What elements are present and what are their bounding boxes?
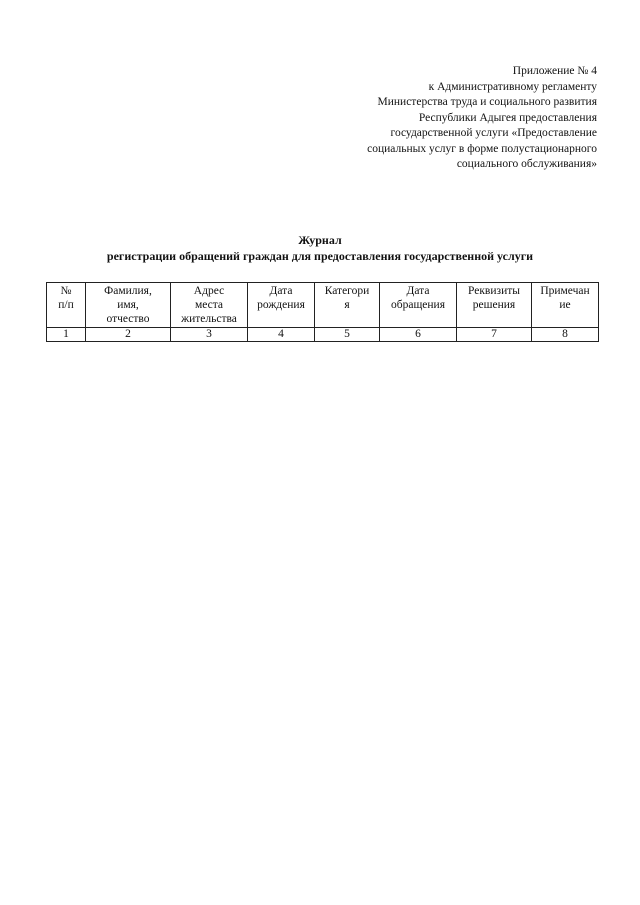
header-line: решения <box>472 299 516 311</box>
header-line: рождения <box>257 299 305 311</box>
column-header-decision-details <box>457 283 532 328</box>
header-line: Дата <box>406 285 430 297</box>
appendix-line: Республики Адыгея предоставления <box>418 111 597 124</box>
appendix-line: социальных услуг в форме полустационарного <box>367 142 597 155</box>
header-line: Примечан <box>540 285 590 297</box>
column-number: 1 <box>47 328 86 342</box>
header-line: ие <box>559 299 571 311</box>
header-line: п/п <box>58 299 74 311</box>
document-heading <box>0 232 640 264</box>
column-header-request-date <box>380 283 457 328</box>
journal-table <box>46 282 599 342</box>
column-number: 5 <box>315 328 380 342</box>
column-header-birth-date <box>248 283 315 328</box>
column-header-number <box>47 283 86 328</box>
column-header-category <box>315 283 380 328</box>
column-header-note <box>532 283 599 328</box>
header-line: я <box>344 299 350 311</box>
document-subtitle: регистрации обращений граждан для предоставления государственной услуги <box>106 249 534 263</box>
document-title: Журнал <box>298 233 342 247</box>
column-number: 8 <box>532 328 599 342</box>
header-line: № <box>60 285 72 297</box>
column-header-full-name <box>86 283 171 328</box>
appendix-line: к Административному регламенту <box>428 80 597 93</box>
header-line: имя, <box>117 299 139 311</box>
table-header-row <box>47 283 599 328</box>
header-line: места <box>194 299 224 311</box>
header-line: Реквизиты <box>468 285 520 297</box>
header-line: обращения <box>390 299 445 311</box>
column-number: 3 <box>171 328 248 342</box>
header-line: жительства <box>181 313 237 325</box>
appendix-note <box>277 64 597 173</box>
column-number: 6 <box>380 328 457 342</box>
header-line: Категори <box>324 285 370 297</box>
appendix-line: государственной услуги «Предоставление <box>390 127 597 139</box>
header-line: отчество <box>106 313 150 325</box>
column-number: 4 <box>248 328 315 342</box>
appendix-line: Министерства труда и социального развития <box>377 96 597 108</box>
column-number-row <box>47 328 599 342</box>
header-line: Адрес <box>193 285 225 297</box>
column-number: 2 <box>86 328 171 342</box>
column-number: 7 <box>457 328 532 342</box>
header-line: Фамилия, <box>104 285 152 297</box>
header-line: Дата <box>269 285 293 297</box>
column-header-address <box>171 283 248 328</box>
appendix-line: Приложение № 4 <box>512 65 597 77</box>
appendix-line: социального обслуживания» <box>456 158 597 170</box>
